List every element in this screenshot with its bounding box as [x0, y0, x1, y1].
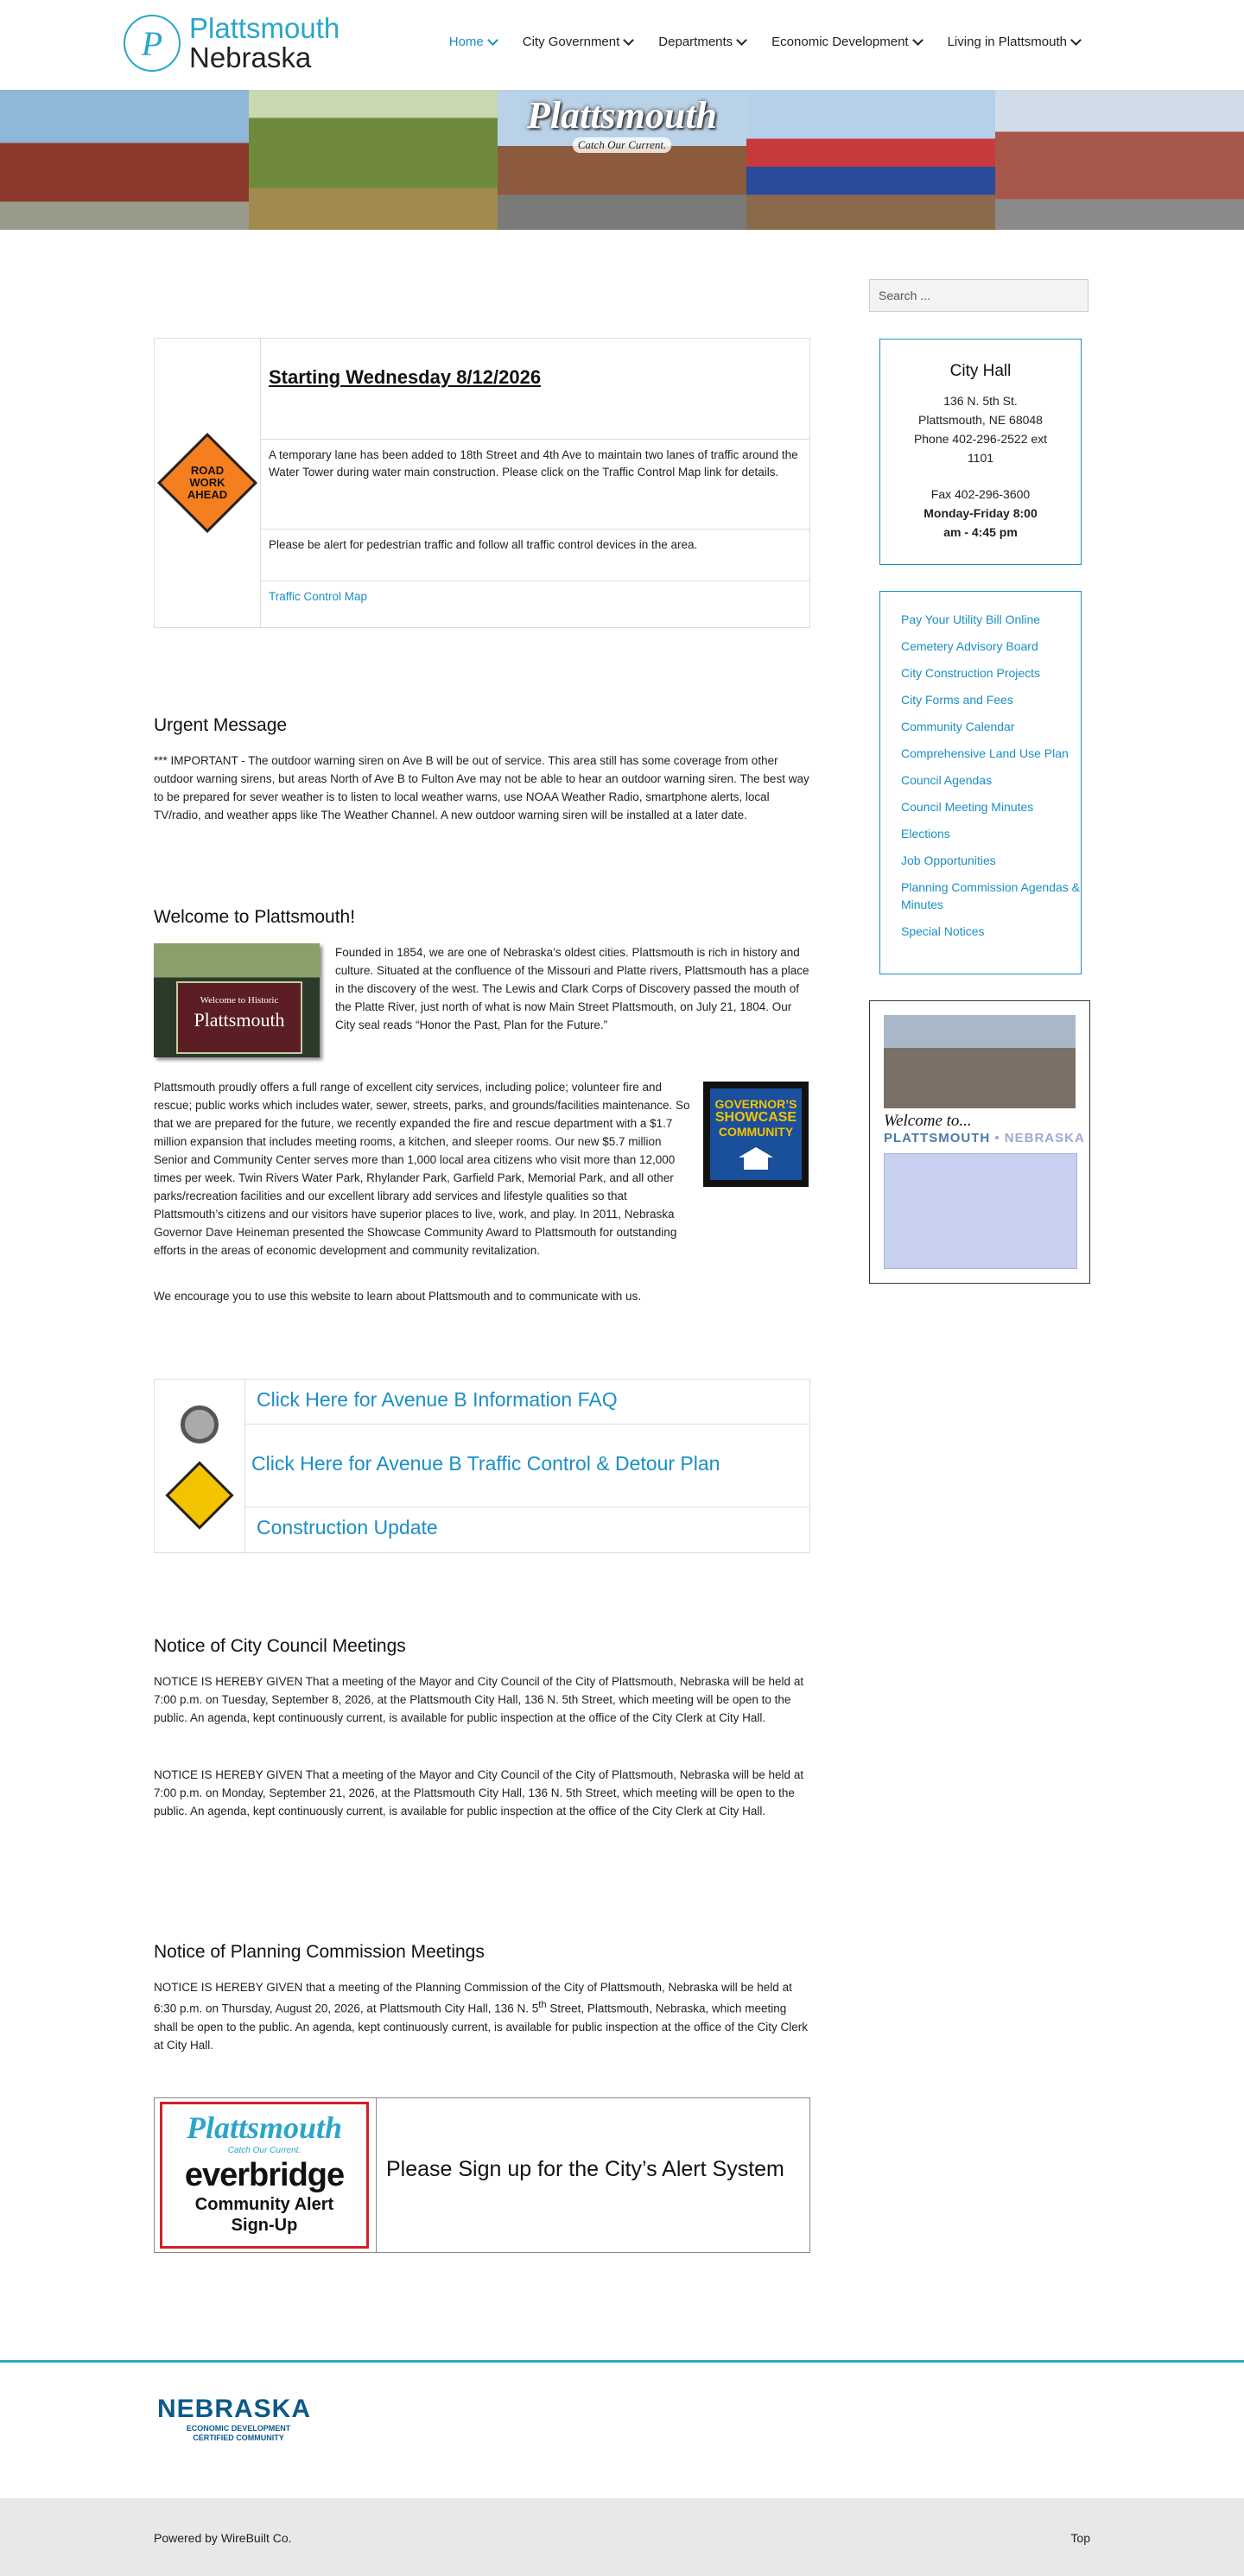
avenue-b-table	[154, 1379, 810, 1553]
road-work-sign-text: ROAD WORK AHEAD	[187, 464, 228, 501]
map-graphic	[884, 1153, 1077, 1269]
site-logo[interactable]	[124, 14, 340, 73]
everbridge-logo-title: Plattsmouth	[186, 2110, 343, 2145]
avenue-b-faq-link[interactable]: Click Here for Avenue B Information FAQ	[257, 1388, 618, 1411]
welcome-sign-line-1: Welcome to Historic	[200, 995, 279, 1006]
everbridge-brand: everbridge	[184, 2157, 345, 2193]
planning-notice-part-1: NOTICE IS HEREBY GIVEN that a meeting of the Planning Commission of the City of Plattsmouth, Nebraska will be held at 6:30 p.m. on Thursday, August 20, 2026, at Plattsmouth City Hall, 136 N. 5	[154, 1981, 792, 2015]
nav-item-living[interactable]	[948, 35, 1080, 49]
construction-worker-icon	[165, 1461, 233, 1529]
nav-label: Economic Development	[771, 35, 909, 49]
banner-photo-downtown	[995, 90, 1244, 230]
city-hall-card	[879, 339, 1082, 565]
everbridge-logo-line-1: Community Alert	[194, 2195, 334, 2214]
chevron-down-icon	[623, 35, 634, 46]
link-planning-commission[interactable]: Planning Commission Agendas & Minutes	[901, 880, 1081, 911]
welcome-para-3: We encourage you to use this website to learn about Plattsmouth and to communicate with us.	[154, 1290, 642, 1303]
avenue-b-detour-link[interactable]: Click Here for Avenue B Traffic Control & Detour Plan	[251, 1452, 720, 1475]
construction-update-link[interactable]: Construction Update	[257, 1516, 438, 1539]
road-work-alert	[154, 338, 810, 628]
welcome-sign	[176, 981, 302, 1054]
link-city-construction-projects[interactable]: City Construction Projects	[901, 666, 1041, 680]
nav-label: Departments	[658, 35, 733, 49]
house-icon	[739, 1147, 773, 1170]
link-city-forms-fees[interactable]: City Forms and Fees	[901, 693, 1013, 707]
nebraska-logo-sub-2: CERTIFIED COMMUNITY	[193, 2433, 284, 2442]
link-elections[interactable]: Elections	[901, 827, 950, 841]
urgent-body: *** IMPORTANT - The outdoor warning siren on Ave B will be out of service. This area still has some coverage from other outdoor warning sirens, but areas North of Ave B to Fulton Ave may not be able to hear an outdoor warning siren. The best way to be prepared for sever weather is to listen to local weather warns, use NOAA Weather Radio, smartphone alerts, local TV/radio, and weather apps like The Weather Channel. A new outdoor warning siren will be installed at a later date.	[154, 754, 809, 822]
welcome-to-plattsmouth-card[interactable]	[869, 1000, 1090, 1284]
banner-title	[484, 93, 760, 153]
welcome-sign-photo	[154, 943, 320, 1057]
footer-divider	[0, 2360, 1244, 2363]
chevron-down-icon	[912, 35, 923, 46]
traffic-control-map-link[interactable]: Traffic Control Map	[269, 590, 368, 603]
planning-notice	[154, 1978, 810, 2054]
back-to-top-link[interactable]: Top	[1070, 2531, 1090, 2545]
nav-item-home[interactable]	[449, 35, 497, 49]
city-hall-title: City Hall	[949, 362, 1012, 380]
banner-title-text: Plattsmouth	[526, 94, 718, 136]
welcome-heading: Welcome to Plattsmouth!	[154, 907, 356, 927]
alert-body-2: Please be alert for pedestrian traffic and follow all traffic control devices in the area.	[269, 538, 698, 551]
city-hall-phone: Phone 402-296-2522 ext 1101	[913, 432, 1048, 465]
council-heading: Notice of City Council Meetings	[154, 1636, 406, 1656]
site-header	[0, 0, 1244, 90]
logo-line-2: Nebraska	[189, 41, 312, 73]
link-cemetery-advisory-board[interactable]: Cemetery Advisory Board	[901, 639, 1038, 653]
nav-label: Living in Plattsmouth	[947, 35, 1067, 49]
site-footer	[0, 2498, 1244, 2576]
badge-line-2: SHOWCASE	[714, 1110, 797, 1125]
city-hall-address-1: 136 N. 5th St.	[943, 394, 1018, 408]
main-street-photo	[884, 1015, 1076, 1108]
nav-item-departments[interactable]	[658, 35, 746, 49]
chevron-down-icon	[487, 35, 498, 46]
link-pay-utility-bill[interactable]: Pay Your Utility Bill Online	[901, 612, 1041, 626]
city-hall-hours: Monday-Friday 8:00 am - 4:45 pm	[923, 506, 1038, 539]
welcome-card-city: PLATTSMOUTH	[884, 1131, 991, 1145]
chevron-down-icon	[736, 35, 747, 46]
banner-tagline: Catch Our Current.	[573, 137, 671, 153]
road-work-sign-icon	[157, 433, 257, 533]
banner-photo-city-hall	[0, 90, 249, 230]
badge-line-3: COMMUNITY	[718, 1125, 794, 1139]
urgent-heading: Urgent Message	[154, 715, 288, 735]
banner-photo-playground	[746, 90, 995, 230]
council-notice-1: NOTICE IS HEREBY GIVEN That a meeting of the Mayor and City Council of the City of Plattsmouth, Nebraska will be held at 7:00 p.m. on Tuesday, September 8, 2026, at the Plattsmouth City Hall, 136 N. 5th Street, which meeting will be open to the public. An agenda, kept continuously current, is available for public inspection at the office of the City Clerk at City Hall.	[154, 1675, 804, 1724]
nebraska-logo-title: NEBRASKA	[157, 2395, 312, 2423]
search-input[interactable]: Search ...	[869, 279, 1088, 312]
link-council-agendas[interactable]: Council Agendas	[901, 773, 993, 787]
council-notice-2: NOTICE IS HEREBY GIVEN That a meeting of the Mayor and City Council of the City of Plattsmouth, Nebraska will be held at 7:00 p.m. on Monday, September 21, 2026, at the Plattsmouth City Hall, 136 N. 5th Street, which meeting will be open to the public. An agenda, kept continuously current, is available for public inspection at the office of the City Clerk at City Hall.	[154, 1768, 804, 1818]
road-work-sign-cell	[155, 339, 261, 627]
welcome-card-state: • NEBRASKA	[990, 1131, 1085, 1145]
alert-signup-text[interactable]: Please Sign up for the City’s Alert System	[386, 2157, 784, 2181]
powered-by-link[interactable]: Powered by WireBuilt Co.	[154, 2531, 292, 2545]
logo-mark-letter: P	[141, 23, 163, 63]
link-community-calendar[interactable]: Community Calendar	[901, 720, 1015, 733]
chevron-down-icon	[1070, 35, 1082, 46]
welcome-para-1: Founded in 1854, we are one of Nebraska’s oldest cities. Plattsmouth is rich in history and culture. Situated at the confluence of the Missouri and Platte rivers, Plattsmouth has a place in the discovery of the west. The Lewis and Clark Corps of Discovery passed the mouth of the Platte River, just north of what is now Main Street Plattsmouth, on July 21, 1804. Our City seal reads “Honor the Past, Plan for the Future.”	[335, 946, 809, 1031]
welcome-card-line-1: Welcome to...	[884, 1112, 972, 1130]
alert-body-1: A temporary lane has been added to 18th Street and 4th Ave to maintain two lanes of traffic around the Water Tower during water main construction. Please click on the Traffic Control Map link for details.	[269, 448, 798, 479]
alert-signup-banner[interactable]	[154, 2097, 810, 2253]
everbridge-logo-line-2: Sign-Up	[231, 2216, 298, 2235]
link-land-use-plan[interactable]: Comprehensive Land Use Plan	[901, 746, 1069, 760]
hero-banner	[0, 90, 1244, 230]
divider	[376, 2098, 377, 2252]
welcome-para-2: Plattsmouth proudly offers a full range of excellent city services, including police; volunteer fire and rescue; public works which includes water, sewer, streets, parks, and grounds/facilities maintenance. So that we are prepared for the future, we recently expanded the fire and rescue department with a $1.7 million expansion that includes meeting rooms, a kitchen, and sleeper rooms. Our new $5.7 million Senior and Community Center serves more than 1,000 local area citizens who visit more than 12,000 times per week. Twin Rivers Water Park, Rhylander Park, Garfield Park, Memorial Park, and all other parks/recreation facilities and our excellent library add services and lifestyle qualities so that Plattsmouth’s citizens and our visitors have superior places to live, work, and play. In 2011, Nebraska Governor Dave Heineman presented the Showcase Community Award to Plattsmouth for outstanding efforts in the areas of economic development and community revitalization.	[154, 1081, 690, 1257]
water-valve-icon	[181, 1405, 219, 1443]
link-special-notices[interactable]: Special Notices	[901, 924, 985, 938]
nav-item-city-government[interactable]	[523, 35, 633, 49]
everbridge-logo-tagline: Catch Our Current.	[227, 2146, 301, 2155]
quick-links	[879, 591, 1082, 974]
everbridge-logo	[160, 2102, 369, 2249]
planning-notice-ordinal: th	[538, 2000, 547, 2010]
link-job-opportunities[interactable]: Job Opportunities	[901, 853, 996, 867]
logo-line-1: Plattsmouth	[189, 12, 340, 44]
nebraska-certified-community-logo	[157, 2395, 320, 2443]
badge-line-1: GOVERNOR’S	[714, 1097, 797, 1111]
nav-label: City Government	[522, 35, 620, 49]
banner-photo-park	[249, 90, 498, 230]
planning-heading: Notice of Planning Commission Meetings	[154, 1942, 485, 1962]
logo-mark-icon	[124, 15, 181, 72]
planning-notice-part-2: Street, Plattsmouth, Nebraska, which meeting shall be open to the public. An agenda, kept continuously current, is available for public inspection at the office of the City Clerk at City Hall.	[154, 2002, 808, 2052]
main-nav	[449, 35, 1080, 49]
city-hall-fax: Fax 402-296-3600	[930, 487, 1031, 501]
city-hall-address-2: Plattsmouth, NE 68048	[918, 413, 1043, 427]
alert-title: Starting Wednesday 8/12/2026	[269, 366, 542, 388]
avenue-b-icons	[155, 1380, 245, 1552]
governors-showcase-badge	[703, 1082, 809, 1187]
nav-label: Home	[448, 35, 484, 49]
nav-item-economic-development[interactable]	[771, 35, 921, 49]
welcome-card-line-2	[884, 1131, 1085, 1145]
welcome-sign-line-2: Plattsmouth	[194, 1009, 285, 1031]
nebraska-logo-sub-1: ECONOMIC DEVELOPMENT	[186, 2424, 291, 2433]
link-council-minutes[interactable]: Council Meeting Minutes	[901, 800, 1034, 814]
